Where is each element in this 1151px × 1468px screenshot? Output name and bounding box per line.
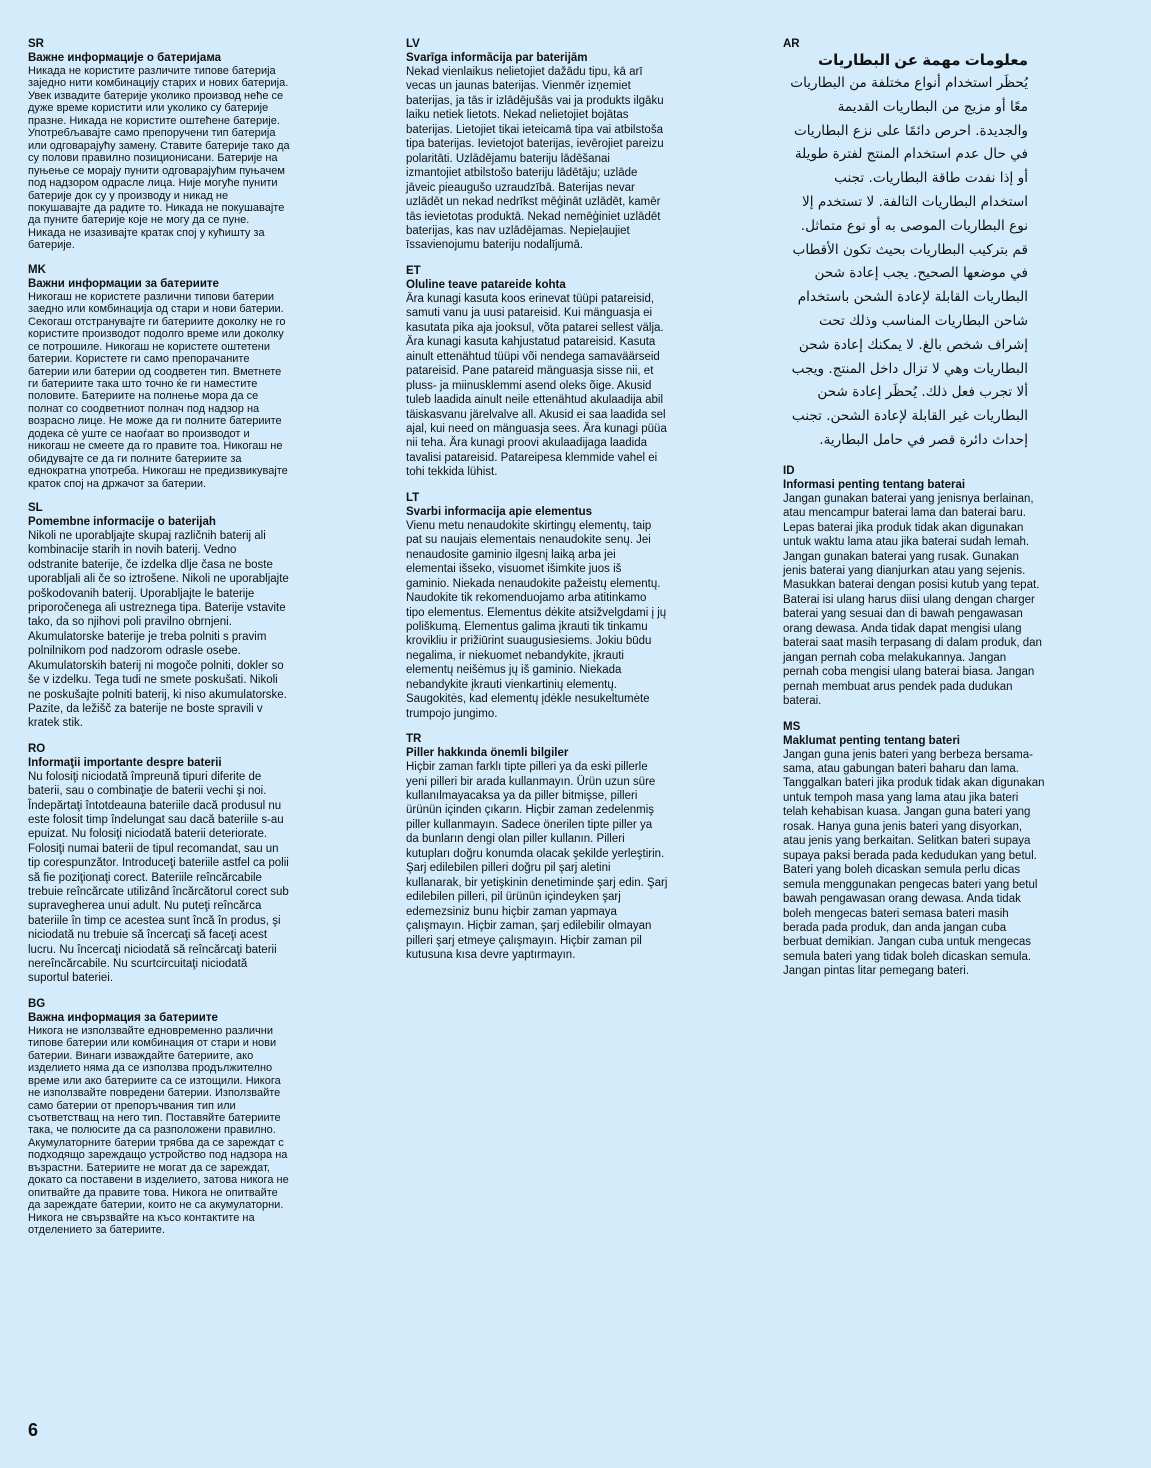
- column-right: [783, 37, 1045, 990]
- section-title: Maklumat penting tentang bateri: [783, 734, 960, 747]
- section-ms: [783, 720, 1045, 979]
- section-title: Svarbi informacija apie elementus: [406, 505, 592, 518]
- section-lt: [406, 491, 668, 721]
- section-bg: [28, 997, 290, 1237]
- section-mk: [28, 263, 290, 490]
- language-code: AR: [783, 38, 800, 50]
- page-number: 6: [28, 1420, 39, 1440]
- section-text: Никада не користите различите типове батерија заједно нити комбинацију старих и нових батерија. Увек извадите батерије уколико производ неће се дуже време користити или уколико су батерије празне. Никада не користите оштећене батерије. Употребљавајте само препоручени тип батерија или одговарајућу замену. Ставите батерије тако да су полови правилно позиционисани. Батерије на пуњење се морају пунити одговарајућим пуњачем под надзором одрасле лица. Није могуће пунити батерије док су у производу и никад не покушавајте да радите то. Никада не покушавајте да пуните батерије које не могу да се пуне. Никада не изазивајте кратак спој у кућишту за батерије.: [28, 65, 290, 252]
- section-text: Nikoli ne uporabljajte skupaj različnih baterij ali kombinacije starih in novih baterij. Vedno odstranite baterije, če izdelka dlje časa ne boste uporabljali ali če so iztrošene. Nikoli ne uporabljajte poškodovanih baterij. Uporabljajte le baterije priporočenega ali ustreznega tipa. Baterije vstavite tako, da so njihovi poli pravilno obrnjeni. Akumulatorske baterije je treba polniti s pravim polnilnikom pod nadzorom odrasle osebe. Akumulatorskih baterij ni mogoče polniti, dokler so še v izdelku. Tega tudi ne smete poskušati. Nikoli ne poskušajte polniti baterij, ki niso akumulatorske. Pazite, da ležišč za baterije ne boste spravili v kratek stik.: [28, 530, 289, 730]
- section-ar: [783, 37, 1028, 453]
- section-sr: [28, 37, 290, 252]
- language-code: ID: [783, 464, 795, 477]
- language-code: LV: [406, 38, 420, 50]
- section-text: Hiçbir zaman farklı tipte pilleri ya da eski pillerle yeni pilleri bir arada kullanmayın. Ürün uzun süre kullanılmayacaksa ya da piller bitmişse, pilleri ürünün içinden çıkarın. Hiçbir zaman zedelenmiş piller kullanmayın. Sadece önerilen tipte piller ya da bunların dengi olan piller kullanın. Pilleri kutupları doğru konumda olacak şekilde yerleştirin. Şarj edilebilen pilleri doğru pil şarj aletini kullanarak, bir yetişkinin denetiminde şarj edin. Şarj edilebilen pilleri, pil ürünün içindeyken şarj edemezsiniz bunu hiçbir zaman yapmaya çalışmayın. Hiçbir zaman, şarj edilebilir olmayan pilleri şarj etmeye çalışmayın. Hiçbir zaman pil kutusuna kısa devre yaptırmayın.: [406, 761, 668, 962]
- section-et: [406, 264, 668, 480]
- section-text: Ära kunagi kasuta koos erinevat tüüpi patareisid, samuti vanu ja uusi patareisid. Kui mänguasja ei kasutata pika aja jooksul, võta patarei sellest välja. Ära kunagi kasuta kahjustatud patareisid. Kasuta ainult ettenähtud tüüpi või nendega samaväärseid patareisid. Pane patareid mänguasja sisse nii, et pluss- ja miinusklemmi asend oleks õige. Akusid tuleb laadida ainult neile ettenähtud akulaadija abil täiskasvanu järelvalve all. Akusid ei saa laadida sel ajal, kui need on mänguasja sees. Ära kunagi püüa nii teha. Ära kunagi proovi akulaadijaga laadida tavalisi patareisid. Patareipesa klemmide vahel ei tohi tekkida lühist.: [406, 292, 667, 479]
- column-left: [28, 37, 290, 1248]
- section-title: Важни информации за батериите: [28, 277, 219, 290]
- section-ro: [28, 742, 290, 986]
- section-title: Piller hakkında önemli bilgiler: [406, 747, 569, 760]
- section-title: Informaţii importante despre baterii: [28, 756, 222, 769]
- language-code: LT: [406, 491, 420, 504]
- language-code: BG: [28, 997, 46, 1010]
- section-sl: [28, 501, 290, 731]
- section-id: [783, 464, 1045, 709]
- section-text: Nekad vienlaikus nelietojiet dažādu tipu, kā arī vecas un jaunas baterijas. Vienmēr izņemiet baterijas, ja tās ir izlādējušās vai ja produkts ilgāku laiku netiek lietots. Nekad nelietojiet bojātas baterijas. Lietojiet tikai ieteicamā tipa vai atbilstoša tipa baterijas. Ievietojot baterijas, ievērojiet pareizu polaritāti. Uzlādējamu bateriju lādēšanai izmantojiet atbilstošo bateriju lādētāju; uzlāde jāveic pieaugušo uzraudzībā. Baterijas nevar uzlādēt un nekad nedrīkst mēģināt uzlādēt, kamēr tās ievietotas produktā. Nekad nemēģiniet uzlādēt baterijas, kas nav uzlādējamas. Nepieļaujiet īssavienojumu bateriju nodalījumā.: [406, 66, 664, 252]
- language-code: MK: [28, 263, 46, 276]
- section-tr: [406, 732, 668, 962]
- section-title: معلومات مهمة عن البطاريات: [818, 52, 1028, 69]
- section-title: Важне информације о батеријама: [28, 52, 222, 64]
- language-code: SL: [28, 502, 43, 515]
- language-code: ET: [406, 264, 421, 277]
- section-text: Никогаш не користете различни типови батерии заедно или комбинација од стари и нови батерии. Секогаш отстранувајте ги батериите доколку не го користите производот подолго време или доколку се потрошиле. Никогаш не користете оштетени батерии. Користете ги само препорачаните батерии или батерии од соодветен тип. Вметнете ги батериите така што точно ќе ги наместите половите. Батериите на полнење мора да се полнат со соодветниот полнач под надзор на возрасно лице. Не може да ги полните батериите додека сè уште се наоѓаат во производот и никогаш не смеете да го правите тоа. Никогаш не обидувајте се да ги полните батериите за еднократна употреба. Никогаш не предизвикувајте краток спој на држачот за батерии.: [28, 290, 288, 490]
- language-code: TR: [406, 733, 422, 746]
- section-title: Pomembne informacije o baterijah: [28, 516, 216, 529]
- section-text: Jangan guna jenis bateri yang berbeza bersama-sama, atau gabungan bateri baharu dan lama. Tanggalkan bateri jika produk tidak akan digunakan untuk tempoh masa yang lama atau jika bateri telah kehabisan kuasa. Jangan guna bateri yang rosak. Hanya guna jenis bateri yang disyorkan, atau jenis yang berkaitan. Selitkan bateri supaya supaya paksi berada pada kedudukan yang betul. Bateri yang boleh dicaskan semula perlu dicas semula menggunakan pengecas bateri yang betul bawah pengawasan orang dewasa. Anda tidak boleh mengecas bateri semasa bateri masih berada pada produk, dan anda jangan cuba berbuat demikian. Jangan cuba untuk mengecas semula bateri yang tidak boleh dicaskan semula. Jangan pintas litar pemegang bateri.: [783, 748, 1045, 978]
- section-lv: [406, 37, 668, 253]
- section-text: Vienu metu nenaudokite skirtingų elementų, taip pat su naujais elementais nenaudokite senų. Jei nenaudosite gaminio ilgesnį laiką arba jei elementai išseko, visuomet išimkite juos iš gaminio. Niekada nenaudokite pažeistų elementų. Naudokite tik rekomenduojamo arba atitinkamo tipo elementus. Elementus dėkite atsižvelgdami į jų poliškumą. Elementus galima įkrauti tik tinkamu krovikliu ir prižiūrint suaugusiesiems. Jokiu būdu negalima, ir niekuomet nebandykite, įkrauti elementų neišėmus jų iš gaminio. Niekada nebandykite įkrauti vienkartinių elementų. Saugokitės, kad elementų įdėkle nesukeltumėte trumpojo jungimo.: [406, 519, 667, 720]
- section-title: Svarīga informācija par baterijām: [406, 52, 588, 64]
- section-text: Jangan gunakan baterai yang jenisnya berlainan, atau mencampur baterai lama dan baterai baru. Lepas baterai jika produk tidak akan digunakan untuk waktu lama atau jika baterai sudah lemah. Jangan gunakan baterai yang rusak. Gunakan jenis baterai yang dianjurkan atau yang sejenis. Masukkan baterai dengan posisi kutub yang tepat. Baterai isi ulang harus diisi ulang dengan charger baterai yang sesuai dan di bawah pengawasan orang dewasa. Anda tidak dapat mengisi ulang baterai saat masih terpasang di dalam produk, dan jangan pernah coba melakukannya. Jangan pernah coba mengisi ulang baterai biasa. Jangan pernah membuat arus pendek pada dudukan baterai.: [783, 492, 1042, 708]
- language-code: RO: [28, 742, 46, 755]
- section-text: يُحظَر استخدام أنواع مختلفة من البطاريات معًا أو مزيج من البطاريات القديمة والجديدة. احرص دائمًا على نزع البطاريات في حال عدم استخدام المنتج لفترة طويلة أو إذا نفدت طاقة البطاريات. تجنب استخدام البطاريات التالفة. لا تستخدم إلا نوع البطاريات الموصى به أو نوع متماثل. قم بتركيب البطاريات بحيث تكون الأقطاب في موضعها الصحيح. يجب إعادة شحن البطاريات القابلة لإعادة الشحن باستخدام شاحن البطاريات المناسب وذلك تحت إشراف شخص بالغ. لا يمكنك إعادة شحن البطاريات وهي لا تزال داخل المنتج. ويجب ألا تجرب فعل ذلك. يُحظَر إعادة شحن البطاريات غير القابلة لإعادة الشحن. تجنب إحداث دائرة قصر في حامل البطارية.: [790, 75, 1028, 448]
- section-title: Informasi penting tentang baterai: [783, 478, 966, 491]
- section-text: Nu folosiţi niciodată împreună tipuri diferite de baterii, sau o combinaţie de baterii vechi şi noi. Îndepărtaţi întotdeauna bateriile dacă produsul nu este folosit timp îndelungat sau dacă bateriile s-au epuizat. Nu folosiţi niciodată baterii deteriorate. Folosiţi numai baterii de tipul recomandat, sau un tip corespunzător. Introduceţi bateriile astfel ca polii să fie poziţionaţi corect. Bateriile reîncărcabile trebuie reîncărcate utilizând încărcătorul corect sub supravegherea unui adult. Nu puteţi reîncărca bateriile în timp ce acestea sunt încă în produs, şi niciodată nu trebuie să încercaţi să faceţi acest lucru. Nu încercaţi niciodată să reîncărcaţi baterii nereîncărcabile. Nu scurtcircuitaţi niciodată suportul bateriei.: [28, 770, 289, 985]
- section-text: Никога не използвайте едновременно различни типове батерии или комбинация от стари и нови батерии. Винаги изваждайте батериите, ако изделието няма да се използва продължително време или ако батериите са се изтощили. Никога не използвайте повредени батерии. Използвайте само батерии от препоръчвания тип или съответстващ на него тип. Поставяйте батериите така, че полюсите да са разположени правилно. Акумулаторните батерии трябва да се зареждат с подходящо зареждащо устройство под надзора на възрастни. Батериите не могат да се зареждат, докато са поставени в изделието, затова никога не опитвайте да правите това. Никога не опитвайте да зареждате батерии, които не са акумулаторни. Никога не свързвайте на късо контактите на отделението за батериите.: [28, 1024, 289, 1237]
- language-code: SR: [28, 38, 44, 50]
- column-middle: [406, 37, 668, 973]
- section-title: Важна информация за батериите: [28, 1011, 218, 1024]
- section-title: Oluline teave patareide kohta: [406, 278, 566, 291]
- language-code: MS: [783, 720, 801, 733]
